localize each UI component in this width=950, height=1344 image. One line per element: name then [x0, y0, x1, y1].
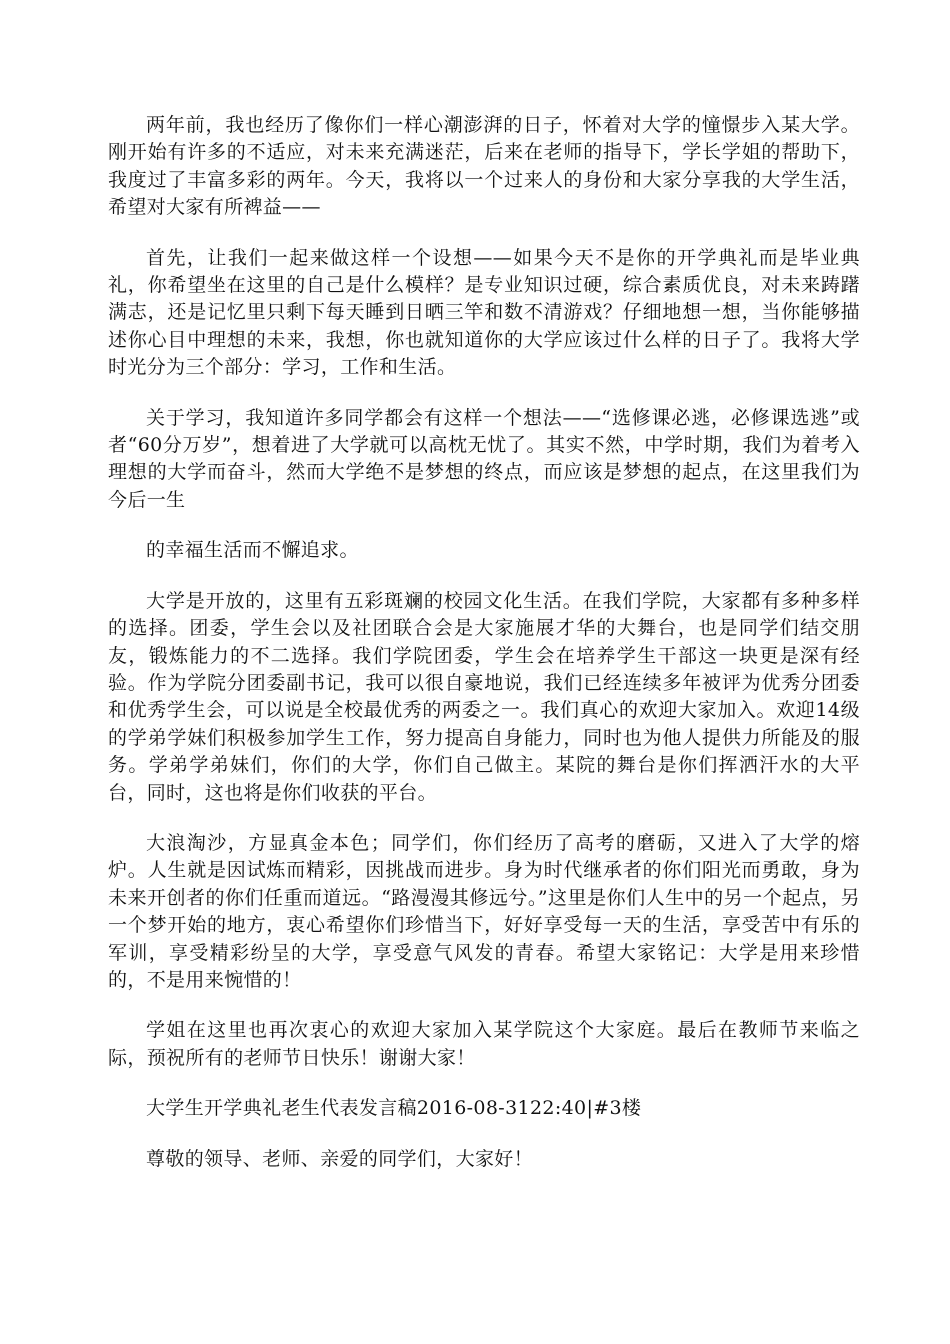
paragraph-greeting: 尊敬的领导、老师、亲爱的同学们，大家好！: [146, 1147, 534, 1170]
document-page: [108, 112, 860, 1196]
paragraph-intro: 两年前，我也经历了像你们一样心潮澎湃的日子，怀着对大学的憧憬步入某大学。刚开始有许多的不适应，对未来充满迷茫，后来在老师的指导下，学长学姐的帮助下，我度过了丰富多彩的两年。今天，我将以一个过来人的身份和大家分享我的大学生活，希望对大家有所裨益——: [108, 114, 860, 219]
paragraph-campus-life: 大学是开放的，这里有五彩斑斓的校园文化生活。在我们学院，大家都有多种多样的选择。团委，学生会以及社团联合会是大家施展才华的大舞台，也是同学们结交朋友，锻炼能力的不二选择。我们学院团委，学生会在培养学生干部这一块更是深有经验。作为学院分团委副书记，我可以很自豪地说，我们已经连续多年被评为优秀分团委和优秀学生会，可以说是全校最优秀的两委之一。我们真心的欢迎大家加入。欢迎14级的学弟学妹们积极参加学生工作，努力提高自身能力，同时也为他人提供力所能及的服务。学弟学弟妹们，你们的大学，你们自己做主。某院的舞台是你们挥洒汗水的大平台，同时，这也将是你们收获的平台。: [108, 589, 860, 804]
post-heading: 大学生开学典礼老生代表发言稿2016-08-3122:40|#3楼: [146, 1097, 642, 1120]
paragraph-study-continued: 的幸福生活而不懈追求。: [146, 539, 359, 562]
paragraph-closing: 学姐在这里也再次衷心的欢迎大家加入某学院这个大家庭。最后在教师节来临之际，预祝所有的老师节日快乐！谢谢大家！: [108, 1019, 860, 1069]
paragraph-encouragement: 大浪淘沙，方显真金本色；同学们，你们经历了高考的磨砺，又进入了大学的熔炉。人生就是因试炼而精彩，因挑战而进步。身为时代继承者的你们阳光而勇敢，身为未来开创者的你们任重而道远。“路漫漫其修远兮。”这里是你们人生中的另一个起点，另一个梦开始的地方，衷心希望你们珍惜当下，好好享受每一天的生活，享受苦中有乐的军训，享受精彩纷呈的大学，享受意气风发的青春。希望大家铭记：大学是用来珍惜的，不是用来惋惜的！: [108, 831, 860, 991]
paragraph-imagine-graduation: 首先，让我们一起来做这样一个设想——如果今天不是你的开学典礼而是毕业典礼，你希望坐在这里的自己是什么模样？是专业知识过硬，综合素质优良，对未来踌躇满志，还是记忆里只剩下每天睡到日晒三竿和数不清游戏？仔细地想一想，当你能够描述你心目中理想的未来，我想，你也就知道你的大学应该过什么样的日子了。我将大学时光分为三个部分：学习，工作和生活。: [108, 246, 860, 379]
paragraph-study: 关于学习，我知道许多同学都会有这样一个想法——“选修课必逃，必修课选逃”或者“60分万岁”，想着进了大学就可以高枕无忧了。其实不然，中学时期，我们为着考入理想的大学而奋斗，然而大学绝不是梦想的终点，而应该是梦想的起点，在这里我们为今后一生: [108, 406, 860, 511]
